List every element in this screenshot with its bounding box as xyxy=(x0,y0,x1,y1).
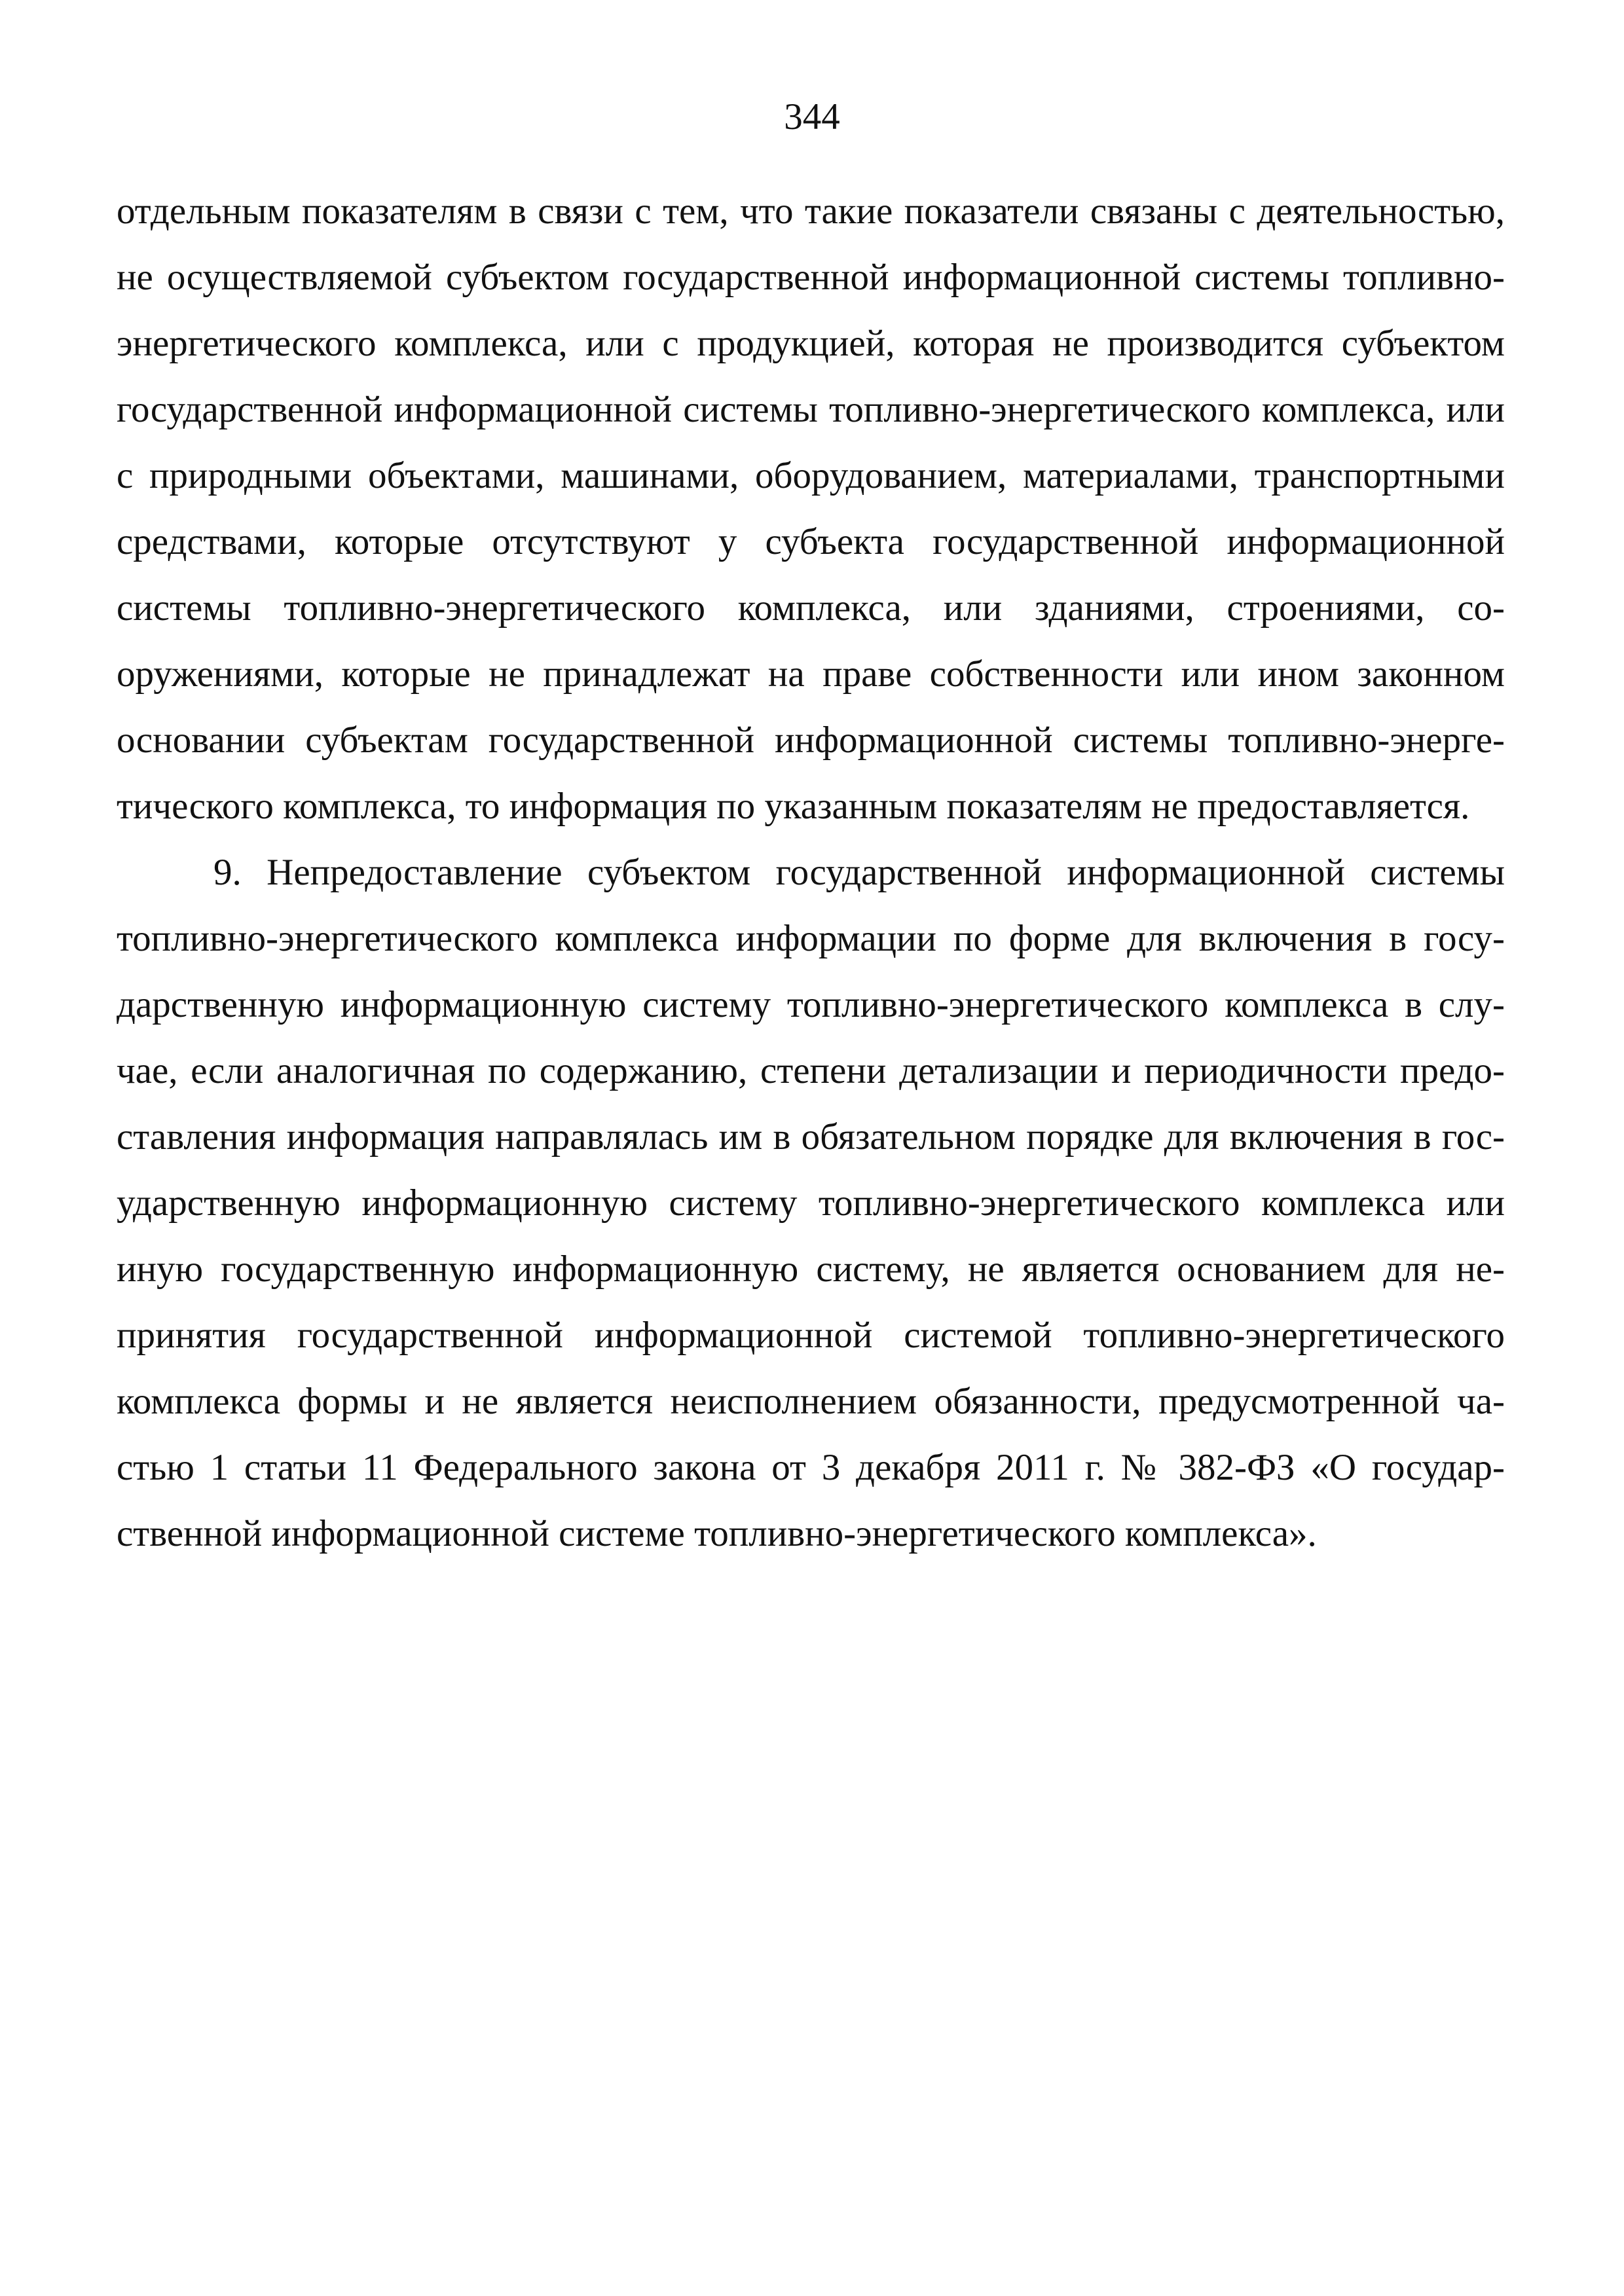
page-number: 344 xyxy=(784,96,840,137)
document-body xyxy=(117,178,1505,1567)
paragraph-item-9: 9. Непредоставление субъектом государственной информационной системы топливно-энергетического комплекса информации по форме для включения в государственную информационную систему топливно-энергетического комплекса в случае, если аналогичная по содержанию, степени детализации и периодичности предоставления информация направлялась им в обязательном порядке для включения в государственную информационную систему топливно-энергетического комплекса или иную государственную информационную систему, не является основанием для непринятия государственной информационной системой топливно-энергетического комплекса формы и не является неисполнением обязанности, предусмотренной частью 1 статьи 11 Федерального закона от 3 декабря 2011 г. № 382-ФЗ «О государственной информационной системе топливно-энергетического комплекса». xyxy=(117,852,1505,1554)
paragraph-continuation: отдельным показателям в связи с тем, что такие показатели связаны с деятельностью, не осуществляемой субъектом государственной информационной системы топливно-энергетического комплекса, или с продукцией, которая не производится субъектом государственной информационной системы топливно-энергетического комплекса, или с природными объектами, машинами, оборудованием, материалами, транспортными средствами, которые отсутствуют у субъекта государственной информационной системы топливно-энергетического комплекса, или зданиями, строениями, сооружениями, которые не принадлежат на праве собственности или ином законном основании субъектам государственной информационной системы топливно-энергетического комплекса, то информация по указанным показателям не предоставляется. xyxy=(117,191,1505,827)
